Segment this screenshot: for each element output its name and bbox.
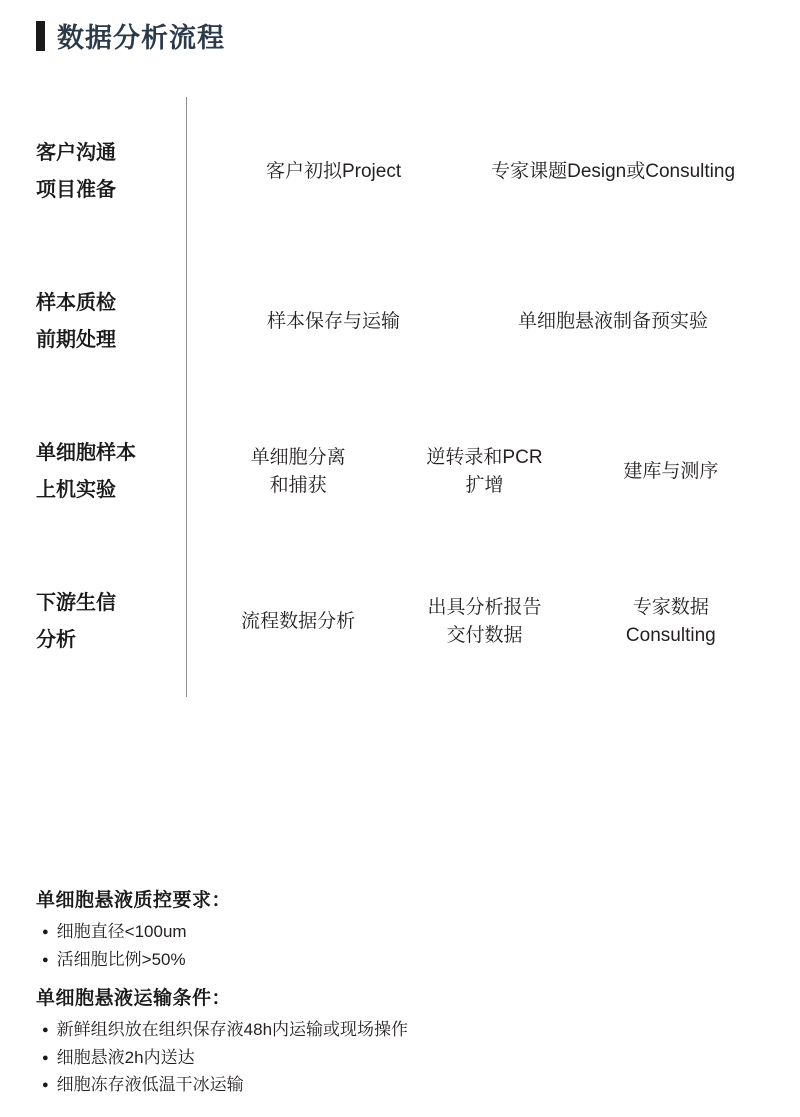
bullet-icon: ● [42, 1051, 49, 1064]
notes-section [36, 875, 764, 1103]
note-item-text: 细胞冻存液低温干冰运输 [56, 1075, 244, 1095]
flow-items [187, 247, 764, 397]
note-item [36, 1071, 764, 1099]
flow-items [187, 547, 764, 697]
flow-row [36, 97, 764, 247]
flow-stage-label [36, 97, 186, 247]
flow-row [36, 397, 764, 547]
flow-item: 专家数据 Consulting [625, 597, 716, 646]
flow-item: 逆转录和PCR 扩增 [426, 447, 543, 496]
note-item [36, 1016, 764, 1044]
flow-items [187, 97, 764, 247]
flow-stage-label-line: 单细胞样本 [36, 442, 136, 464]
title-accent-bar [36, 21, 45, 51]
flow-row [36, 247, 764, 397]
note-heading: 单细胞悬液运输条件： [36, 988, 232, 1010]
flow-stage-label-line: 样本质检 [36, 292, 116, 314]
flow-item: 样本保存与运输 [267, 311, 401, 333]
flow-row [36, 547, 764, 697]
flow-stage-label-line: 前期处理 [36, 329, 116, 351]
note-heading: 单细胞悬液质控要求： [36, 890, 232, 912]
flow-item: 流程数据分析 [241, 611, 356, 633]
bullet-icon: ● [42, 1024, 49, 1037]
note-item-text: 新鲜组织放在组织保存液48h内运输或现场操作 [56, 1020, 409, 1040]
process-flow [0, 97, 800, 697]
flow-stage-label-line: 客户沟通 [36, 142, 116, 164]
page-title [0, 0, 800, 55]
flow-item: 客户初拟Project [265, 161, 402, 183]
flow-item: 专家课题Design或Consulting [491, 161, 736, 183]
flow-item: 单细胞悬液制备预实验 [518, 311, 709, 333]
flow-items [187, 397, 764, 547]
flow-item: 出具分析报告 交付数据 [427, 597, 542, 646]
flow-stage-label-line: 项目准备 [36, 179, 116, 201]
page-title-text: 数据分析流程 [57, 23, 225, 53]
flow-stage-label-line: 下游生信 [36, 592, 116, 614]
note-item-text: 活细胞比例>50% [56, 949, 186, 969]
note-item [36, 1044, 764, 1072]
note-block [36, 885, 764, 973]
flow-stage-label-line: 分析 [36, 629, 76, 651]
flow-item: 建库与测序 [623, 461, 719, 483]
note-item-text: 细胞悬液2h内送达 [56, 1047, 195, 1067]
flow-item: 单细胞分离 和捕获 [250, 447, 346, 496]
bullet-icon: ● [42, 926, 49, 939]
flow-stage-label-line: 上机实验 [36, 479, 116, 501]
note-block [36, 983, 764, 1099]
bullet-icon: ● [42, 953, 49, 966]
flow-stage-label [36, 397, 186, 547]
note-item [36, 918, 764, 946]
note-item [36, 946, 764, 974]
flow-stage-label [36, 247, 186, 397]
flow-stage-label [36, 547, 186, 697]
bullet-icon: ● [42, 1079, 49, 1092]
note-item-text: 细胞直径<100um [56, 922, 187, 942]
